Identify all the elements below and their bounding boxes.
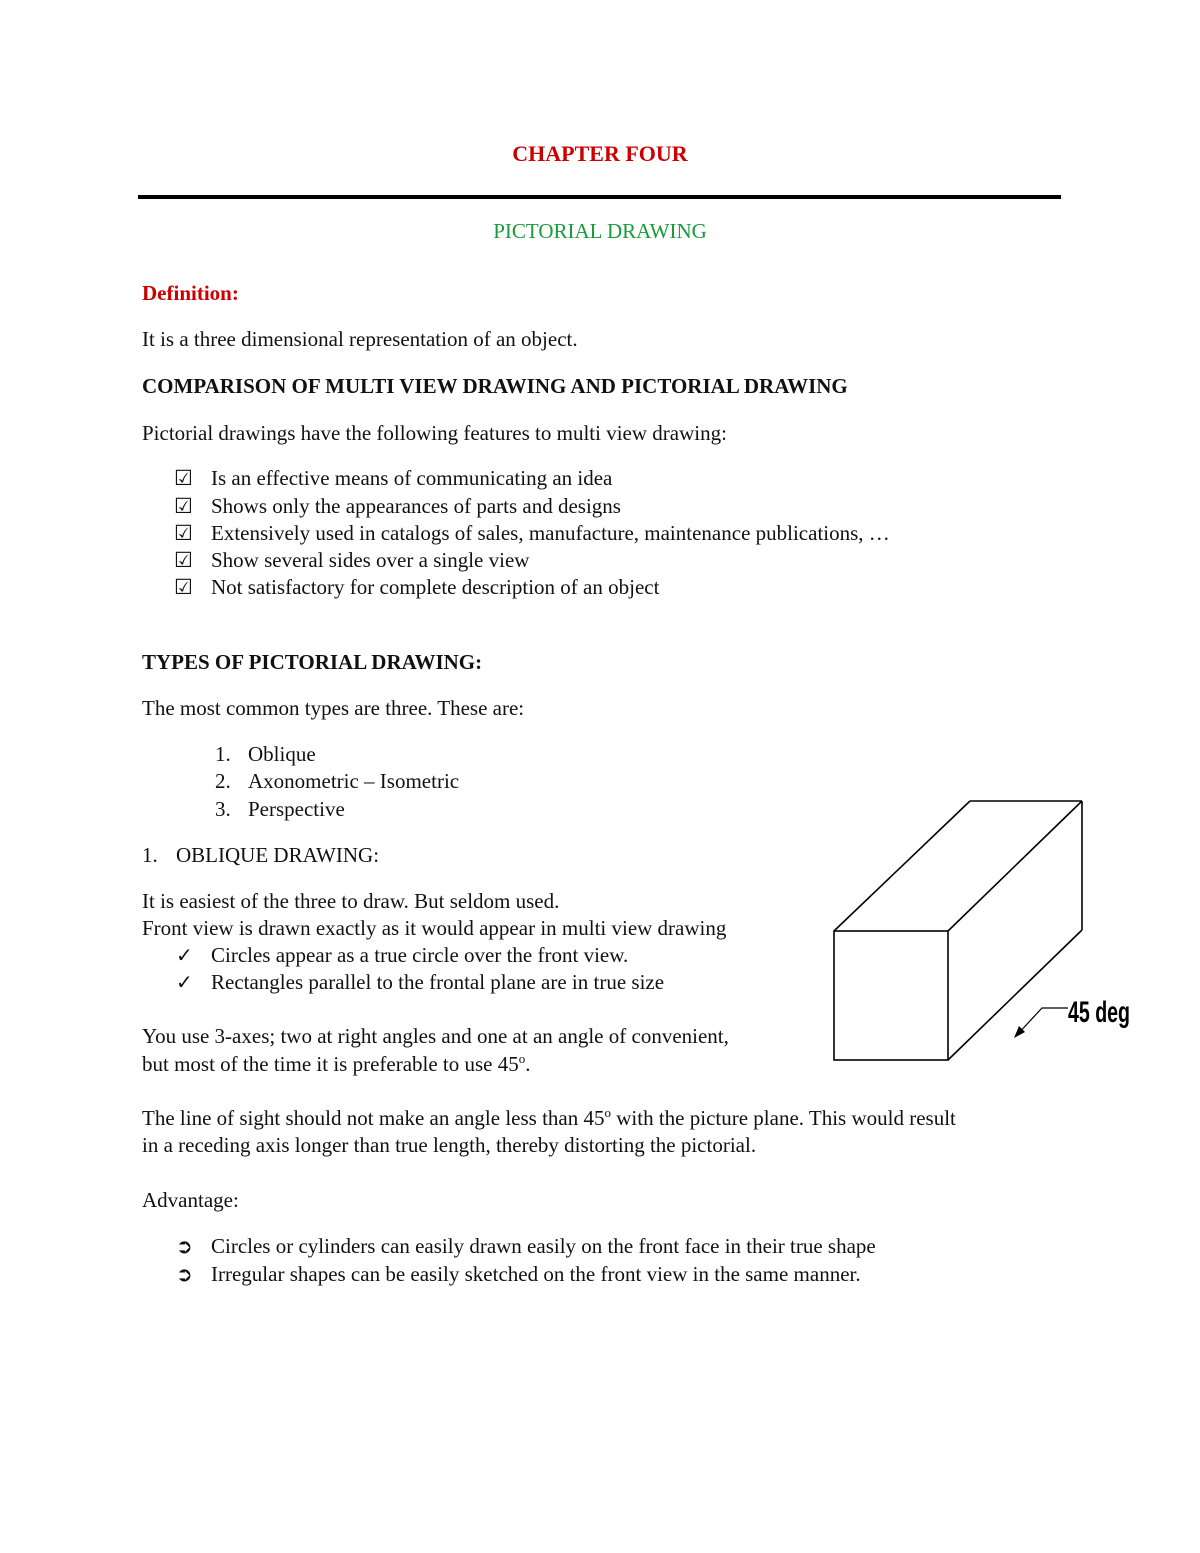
feature-item: Shows only the appearances of parts and designs (211, 494, 621, 518)
oblique-line-2: Front view is drawn exactly as it would appear in multi view drawing (142, 916, 727, 940)
section-number: 1. (142, 843, 158, 867)
checked-box-icon: ☑ (174, 494, 193, 518)
feature-item: Show several sides over a single view (211, 548, 530, 572)
oblique-line-1: It is easiest of the three to draw. But seldom used. (142, 889, 560, 913)
definition-text: It is a three dimensional representation of an object. (142, 327, 578, 351)
axes-line-2: but most of the time it is preferable to use 45$^o$. (142, 1051, 531, 1076)
checked-box-icon: ☑ (174, 548, 193, 572)
check-mark-icon: ✓ (176, 943, 193, 967)
oblique-box-figure (820, 790, 1150, 1070)
horizontal-rule (138, 195, 1061, 199)
list-number: 3. (215, 797, 231, 821)
advantage-heading: Advantage: (142, 1188, 239, 1212)
page-title: PICTORIAL DRAWING (493, 219, 707, 243)
checked-box-icon: ☑ (174, 521, 193, 545)
feature-item: Not satisfactory for complete description of an object (211, 575, 660, 599)
sight-line-2: in a receding axis longer than true length, thereby distorting the pictorial. (142, 1133, 757, 1157)
type-item: Oblique (248, 742, 316, 766)
feature-item: Extensively used in catalogs of sales, manufacture, maintenance publications, … (211, 521, 890, 545)
types-intro: The most common types are three. These are: (142, 696, 525, 720)
receding-edge-bottom-right (948, 930, 1082, 1060)
receding-edge-top-right (948, 801, 1082, 931)
checked-box-icon: ☑ (174, 575, 193, 599)
angle-label: 45 deg (1068, 996, 1130, 1029)
advantage-item: Irregular shapes can be easily sketched on the front view in the same manner. (211, 1262, 861, 1286)
types-heading: TYPES OF PICTORIAL DRAWING: (142, 650, 483, 674)
definition-heading: Definition: (142, 281, 239, 305)
check-mark-icon: ✓ (176, 970, 193, 994)
feature-item: Is an effective means of communicating an idea (211, 466, 613, 490)
front-face (834, 931, 948, 1060)
curved-arrow-icon: ➲ (176, 1234, 193, 1258)
curved-arrow-icon: ➲ (176, 1262, 193, 1286)
list-number: 2. (215, 769, 231, 793)
type-item: Axonometric – Isometric (248, 769, 460, 793)
oblique-heading: OBLIQUE DRAWING: (176, 843, 380, 867)
comparison-heading: COMPARISON OF MULTI VIEW DRAWING AND PICTORIAL DRAWING (142, 374, 848, 398)
advantage-item: Circles or cylinders can easily drawn easily on the front face in their true shape (211, 1234, 876, 1258)
oblique-check-item: Circles appear as a true circle over the front view. (211, 943, 629, 967)
chapter-title: CHAPTER FOUR (512, 141, 688, 166)
receding-edge-top-left (834, 801, 970, 931)
comparison-intro: Pictorial drawings have the following features to multi view drawing: (142, 421, 727, 445)
oblique-check-item: Rectangles parallel to the frontal plane are in true size (211, 970, 665, 994)
type-item: Perspective (248, 797, 345, 821)
axes-line-1: You use 3-axes; two at right angles and one at an angle of convenient, (142, 1024, 729, 1048)
list-number: 1. (215, 742, 231, 766)
sight-line-1: The line of sight should not make an angle less than 45$^o$ with the picture plane. This would result (142, 1105, 956, 1130)
checked-box-icon: ☑ (174, 466, 193, 490)
